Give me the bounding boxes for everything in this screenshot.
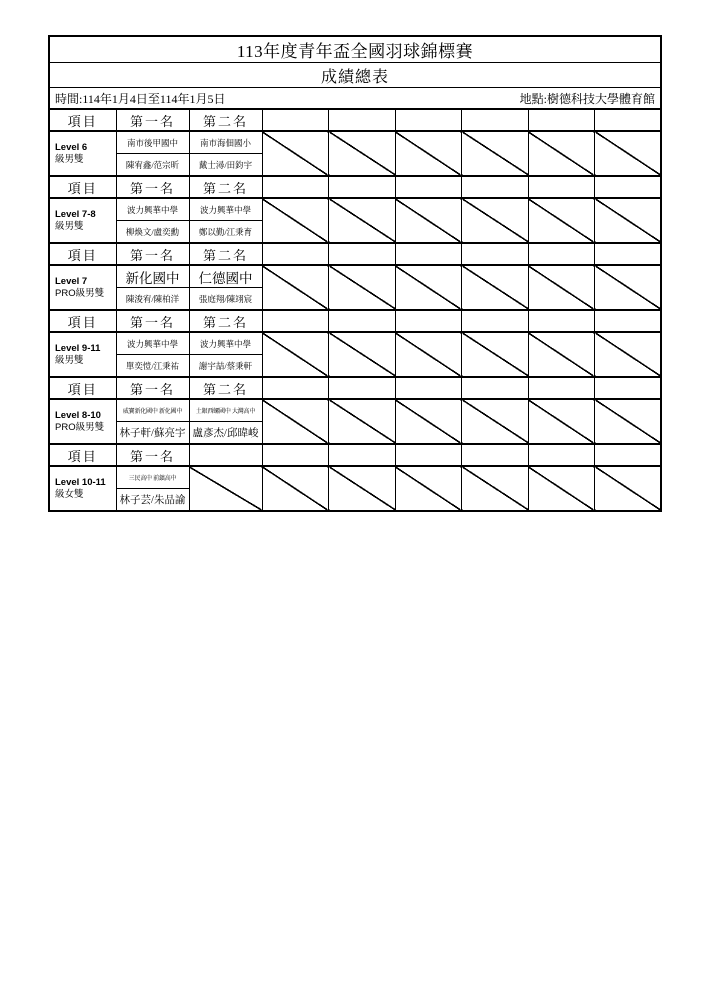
header-empty-cell	[595, 176, 662, 198]
diagonal-cell	[595, 466, 662, 511]
event-category: 級男雙	[55, 220, 84, 232]
first-place-players: 林子軒/蘇亮宇	[116, 422, 189, 445]
header-item-cell: 項目	[49, 377, 116, 399]
event-category: 級女雙	[55, 488, 84, 500]
header-empty-cell	[462, 109, 529, 131]
diagonal-cell	[329, 265, 396, 310]
header-empty-cell	[528, 377, 595, 399]
header-empty-cell	[395, 243, 462, 265]
diagonal-cell	[329, 198, 396, 243]
header-empty-cell	[262, 176, 329, 198]
diagonal-cell	[528, 399, 595, 444]
diagonal-cell	[528, 332, 595, 377]
diagonal-cell	[595, 399, 662, 444]
diagonal-cell	[595, 198, 662, 243]
header-item-cell: 項目	[49, 109, 116, 131]
diagonal-cell	[329, 466, 396, 511]
header-empty-cell	[595, 310, 662, 332]
diagonal-cell	[595, 265, 662, 310]
header-empty-cell	[262, 310, 329, 332]
event-level: Level 7-8	[55, 208, 96, 220]
first-place-players: 陳宥鑫/范宗昕	[116, 154, 189, 177]
header-empty-cell	[462, 243, 529, 265]
diagonal-cell	[528, 131, 595, 176]
header-second-cell: 第二名	[189, 176, 262, 198]
event-level: Level 8-10	[55, 409, 101, 421]
header-second-cell: 第二名	[189, 243, 262, 265]
event-level: Level 9-11	[55, 342, 101, 354]
section-header-row	[49, 243, 661, 265]
event-label-cell	[49, 466, 116, 511]
event-label-cell	[49, 198, 116, 243]
header-empty-cell	[262, 109, 329, 131]
event-level: Level 10-11	[55, 476, 106, 488]
diagonal-cell	[329, 399, 396, 444]
diagonal-cell	[262, 198, 329, 243]
header-empty-cell	[595, 444, 662, 466]
diagonal-cell	[462, 399, 529, 444]
header-empty-cell	[395, 310, 462, 332]
header-empty-cell	[595, 109, 662, 131]
section-header-row	[49, 176, 661, 198]
diagonal-cell	[528, 198, 595, 243]
diagonal-cell	[462, 466, 529, 511]
header-empty-cell	[528, 109, 595, 131]
header-empty-cell	[262, 444, 329, 466]
header-empty-cell	[189, 444, 262, 466]
header-empty-cell	[528, 243, 595, 265]
diagonal-cell	[329, 332, 396, 377]
header-empty-cell	[329, 444, 396, 466]
diagonal-cell	[395, 332, 462, 377]
event-label-cell	[49, 131, 116, 176]
diagonal-cell	[395, 399, 462, 444]
header-empty-cell	[395, 176, 462, 198]
event-category: PRO級男雙	[55, 421, 105, 433]
diagonal-cell	[528, 265, 595, 310]
header-item-cell: 項目	[49, 243, 116, 265]
first-place-school: 威寶新化國中 新化國中	[116, 399, 189, 422]
second-place-players: 盧彥杰/邱暐峻	[189, 422, 262, 445]
section-school-row	[49, 466, 661, 489]
section-header-row	[49, 310, 661, 332]
header-first-cell: 第一名	[116, 243, 189, 265]
second-place-players: 謝宇喆/蔡秉軒	[189, 355, 262, 378]
section-header-row	[49, 109, 661, 131]
section-school-row	[49, 399, 661, 422]
header-first-cell: 第一名	[116, 444, 189, 466]
diagonal-cell	[395, 198, 462, 243]
header-empty-cell	[262, 243, 329, 265]
header-empty-cell	[528, 176, 595, 198]
header-empty-cell	[262, 377, 329, 399]
header-empty-cell	[462, 377, 529, 399]
diagonal-cell	[528, 466, 595, 511]
header-empty-cell	[395, 444, 462, 466]
header-first-cell: 第一名	[116, 310, 189, 332]
diagonal-cell	[262, 466, 329, 511]
event-level: Level 6	[55, 141, 88, 153]
header-item-cell: 項目	[49, 444, 116, 466]
diagonal-cell	[189, 466, 262, 511]
diagonal-cell	[462, 131, 529, 176]
diagonal-cell	[395, 466, 462, 511]
first-place-players: 柳煥文/盧奕勳	[116, 221, 189, 244]
event-location: 地點:樹德科技大學體育館	[519, 91, 656, 106]
diagonal-cell	[395, 131, 462, 176]
diagonal-cell	[462, 265, 529, 310]
diagonal-cell	[262, 399, 329, 444]
second-place-school: 波力興華中學	[189, 332, 262, 355]
header-empty-cell	[462, 310, 529, 332]
first-place-school: 波力興華中學	[116, 198, 189, 221]
diagonal-cell	[262, 332, 329, 377]
header-second-cell: 第二名	[189, 310, 262, 332]
header-empty-cell	[395, 109, 462, 131]
page-subtitle: 成績總表	[49, 63, 661, 88]
first-place-school: 南市後甲國中	[116, 131, 189, 154]
header-empty-cell	[329, 176, 396, 198]
results-table	[48, 35, 662, 512]
header-empty-cell	[462, 176, 529, 198]
diagonal-cell	[595, 131, 662, 176]
header-empty-cell	[595, 377, 662, 399]
diagonal-cell	[462, 198, 529, 243]
header-empty-cell	[528, 310, 595, 332]
page-title: 113年度青年盃全國羽球錦標賽	[49, 36, 661, 63]
diagonal-cell	[462, 332, 529, 377]
second-place-school: 仁德國中	[189, 265, 262, 288]
header-empty-cell	[329, 377, 396, 399]
header-empty-cell	[528, 444, 595, 466]
header-item-cell: 項目	[49, 176, 116, 198]
diagonal-cell	[595, 332, 662, 377]
event-time: 時間:114年1月4日至114年1月5日	[55, 91, 226, 106]
header-first-cell: 第一名	[116, 377, 189, 399]
first-place-players: 單奕愷/江秉祐	[116, 355, 189, 378]
section-school-row	[49, 131, 661, 154]
second-place-school: 波力興華中學	[189, 198, 262, 221]
info-cell	[49, 88, 661, 110]
event-category: PRO級男雙	[55, 287, 105, 299]
header-item-cell: 項目	[49, 310, 116, 332]
section-school-row	[49, 265, 661, 288]
header-second-cell: 第二名	[189, 109, 262, 131]
section-school-row	[49, 198, 661, 221]
diagonal-cell	[262, 265, 329, 310]
section-header-row	[49, 444, 661, 466]
title-row	[49, 36, 661, 63]
section-school-row	[49, 332, 661, 355]
first-place-players: 陳浚宥/陳柏洋	[116, 288, 189, 311]
second-place-school: 土銀西螺國中 大灣高中	[189, 399, 262, 422]
diagonal-cell	[395, 265, 462, 310]
second-place-players: 張庭翔/陳翊宸	[189, 288, 262, 311]
first-place-players: 林子芸/朱品諭	[116, 489, 189, 512]
event-label-cell	[49, 265, 116, 310]
second-place-players: 鄭以勤/江秉育	[189, 221, 262, 244]
header-empty-cell	[329, 243, 396, 265]
info-row	[49, 88, 661, 110]
first-place-school: 新化國中	[116, 265, 189, 288]
header-empty-cell	[595, 243, 662, 265]
header-empty-cell	[395, 377, 462, 399]
header-empty-cell	[462, 444, 529, 466]
header-first-cell: 第一名	[116, 176, 189, 198]
diagonal-cell	[262, 131, 329, 176]
diagonal-cell	[329, 131, 396, 176]
event-category: 級男雙	[55, 354, 84, 366]
header-first-cell: 第一名	[116, 109, 189, 131]
section-header-row	[49, 377, 661, 399]
header-second-cell: 第二名	[189, 377, 262, 399]
event-category: 級男雙	[55, 153, 84, 165]
first-place-school: 波力興華中學	[116, 332, 189, 355]
header-empty-cell	[329, 310, 396, 332]
first-place-school: 三民高中 前鎮高中	[116, 466, 189, 489]
second-place-school: 南市海佃國小	[189, 131, 262, 154]
subtitle-row	[49, 63, 661, 88]
event-label-cell	[49, 399, 116, 444]
second-place-players: 戴士潯/田鈞宇	[189, 154, 262, 177]
event-level: Level 7	[55, 275, 88, 287]
header-empty-cell	[329, 109, 396, 131]
event-label-cell	[49, 332, 116, 377]
